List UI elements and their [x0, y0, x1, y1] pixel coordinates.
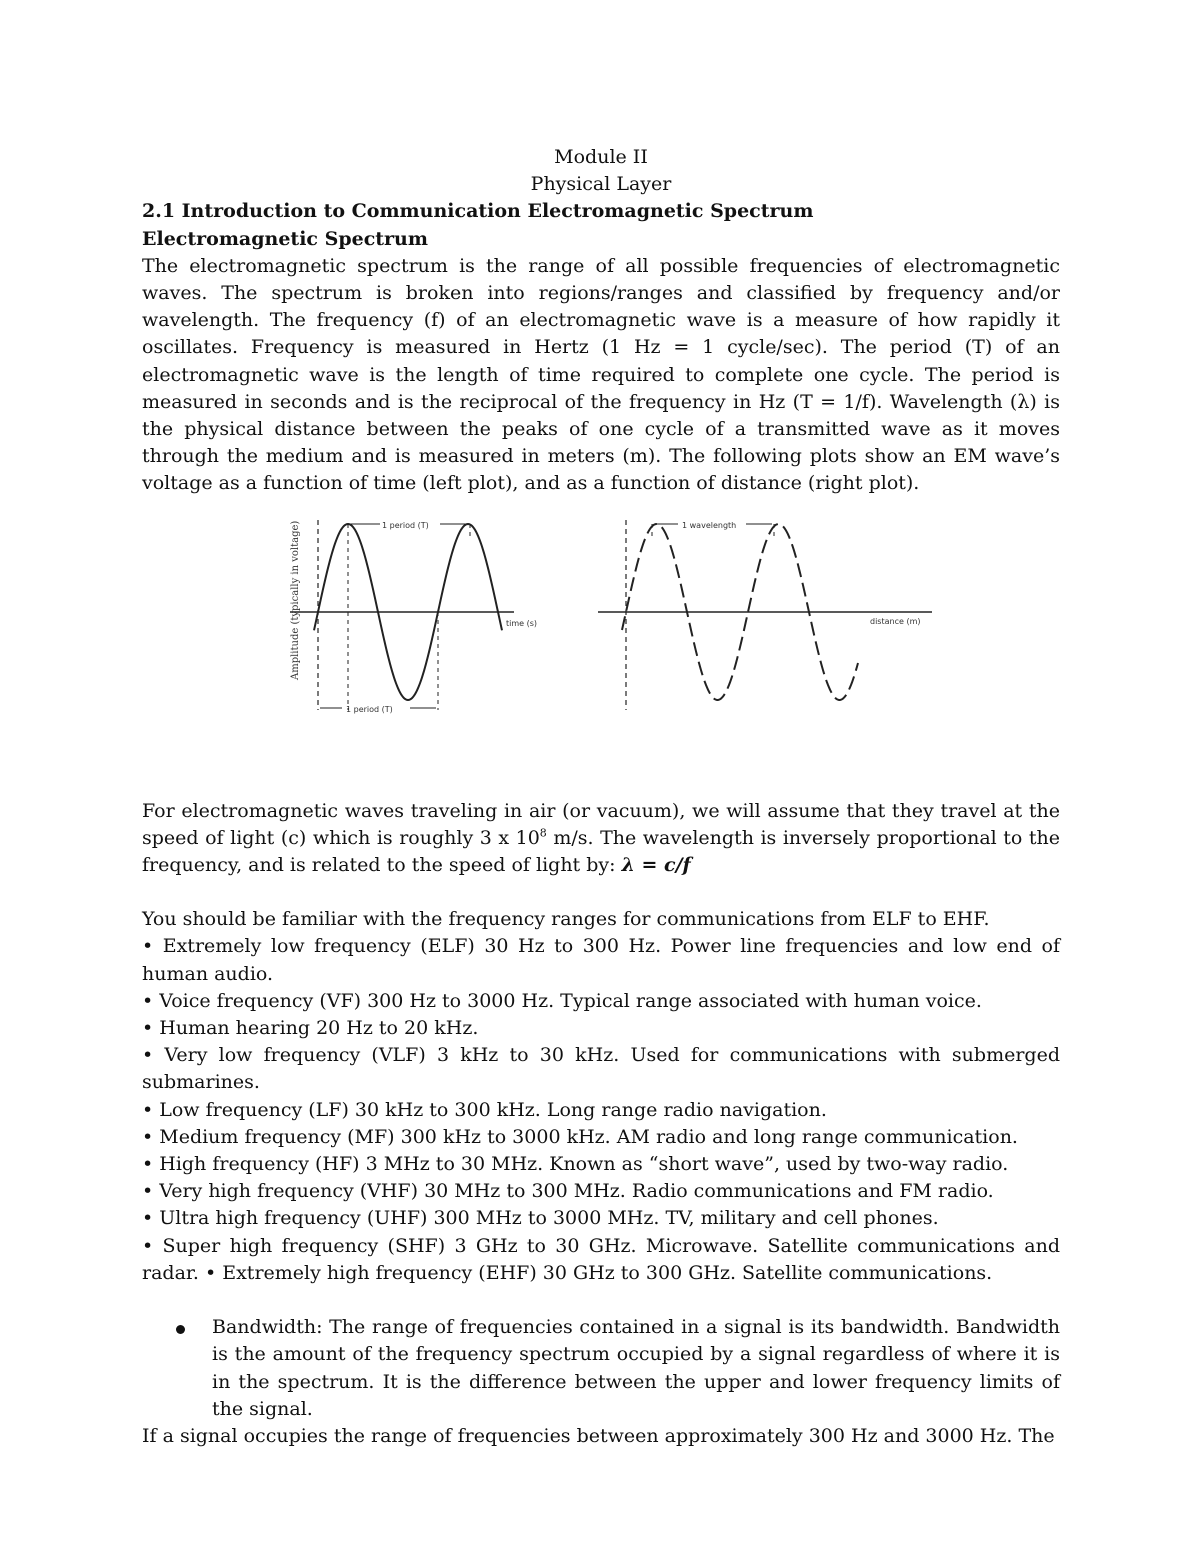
- range-item-uhf: • Ultra high frequency (UHF) 300 MHz to 3000 MHz. TV, military and cell phones.: [142, 1207, 939, 1230]
- bandwidth-bullet: [142, 1314, 1060, 1423]
- closing-line: If a signal occupies the range of frequencies between approximately 300 Hz and 3000 Hz. The: [142, 1424, 1055, 1447]
- range-item-hearing: • Human hearing 20 Hz to 20 kHz.: [142, 1017, 479, 1040]
- range-item-vf: • Voice frequency (VF) 300 Hz to 3000 Hz. Typical range associated with human voice.: [142, 989, 982, 1012]
- speed-paragraph: [142, 798, 1060, 880]
- wavelength-formula: λ = c/f: [621, 854, 691, 877]
- bandwidth-text: Bandwidth: The range of frequencies contained in a signal is its bandwidth. Bandwidth is the amount of the frequency spectrum occupied by a signal regardless of where it is in the spectrum. It is the difference between the upper and lower frequency limits of the signal.: [212, 1316, 1060, 1420]
- bullet-dot-icon: [176, 1325, 185, 1334]
- module-title: Module II: [554, 146, 648, 168]
- speed-text-pre: For electromagnetic waves traveling in air (or vacuum), we will assume that they travel at the speed of light (c) which is roughly 3 x 10: [142, 799, 1060, 849]
- speed-exponent: 8: [539, 826, 547, 840]
- range-item-shf-ehf: • Super high frequency (SHF) 3 GHz to 30 GHz. Microwave. Satellite communications and radar. • Extremely high frequency (EHF) 30 GHz to 300 GHz. Satellite communications.: [142, 1234, 1060, 1284]
- range-item-vhf: • Very high frequency (VHF) 30 MHz to 300 MHz. Radio communications and FM radio.: [142, 1180, 994, 1203]
- range-item-hf: • High frequency (HF) 3 MHz to 30 MHz. Known as “short wave”, used by two-way radio.: [142, 1153, 1009, 1176]
- module-subtitle: Physical Layer: [530, 173, 672, 196]
- range-item-mf: • Medium frequency (MF) 300 kHz to 3000 kHz. AM radio and long range communication.: [142, 1125, 1018, 1148]
- range-item-vlf: • Very low frequency (VLF) 3 kHz to 30 kHz. Used for communications with submerged submarines.: [142, 1044, 1060, 1094]
- subsection-heading: Electromagnetic Spectrum: [142, 227, 428, 250]
- left-top-label: 1 period (T): [382, 520, 429, 530]
- section-heading: 2.1 Introduction to Communication Electromagnetic Spectrum: [142, 200, 814, 223]
- left-y-label: Amplitude (typically in voltage): [290, 520, 301, 680]
- spacer: [142, 879, 1060, 906]
- intro-paragraph: The electromagnetic spectrum is the range of all possible frequencies of electromagnetic waves. The spectrum is broken into regions/ranges and classified by frequency and/or wavelength. The frequency (f) of an electromagnetic wave is a measure of how rapidly it oscillates. Frequency is measured in Hertz (1 Hz = 1 cycle/sec). The period (T) of an electromagnetic wave is the length of time required to complete one cycle. The period is measured in seconds and is the reciprocal of the frequency in Hz (T = 1/f). Wavelength (λ) is the physical distance between the peaks of one cycle of a transmitted wave as it moves through the medium and is measured in meters (m). The following plots show an EM wave’s voltage as a function of time (left plot), and as a function of distance (right plot).: [142, 254, 1060, 495]
- document-page: [142, 144, 1060, 1450]
- range-item-lf: • Low frequency (LF) 30 kHz to 300 kHz. Long range radio navigation.: [142, 1098, 827, 1121]
- time-plot: [290, 520, 514, 710]
- left-bottom-label: 1 period (T): [346, 704, 393, 714]
- speed-text-post: m/s. The wavelength is inversely proportional to the frequency, and is related to the speed of light by:: [142, 826, 1061, 877]
- range-item-elf: • Extremely low frequency (ELF) 30 Hz to 300 Hz. Power line frequencies and low end of human audio.: [142, 935, 1060, 985]
- wave-figure: [142, 512, 1060, 780]
- wave-plots: [142, 512, 1060, 780]
- right-top-label: 1 wavelength: [682, 520, 737, 530]
- right-x-label: distance (m): [870, 616, 921, 626]
- ranges-intro: You should be familiar with the frequency ranges for communications from ELF to EHF.: [142, 908, 990, 931]
- spacer: [142, 1287, 1060, 1314]
- left-x-label: time (s): [506, 618, 538, 628]
- distance-plot: [598, 520, 932, 710]
